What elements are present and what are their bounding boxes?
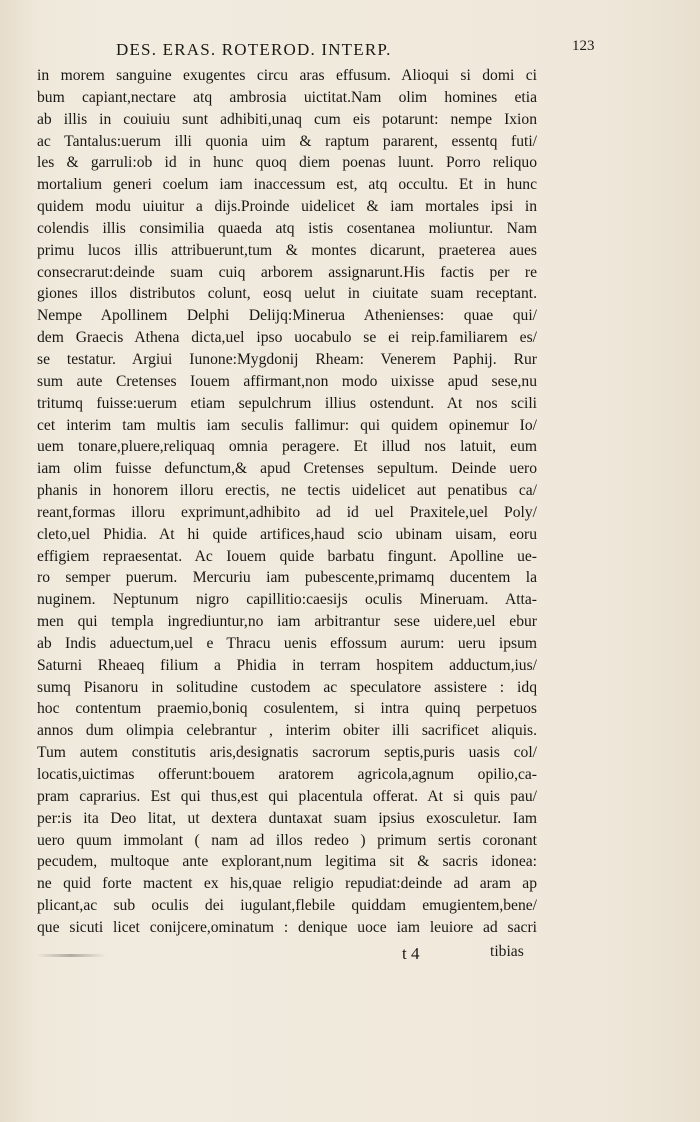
running-head: DES. ERAS. ROTEROD. INTERP. bbox=[116, 40, 392, 59]
text-line: locatis,uictimas offerunt:bouem aratorem agricola,agnum opilio,ca- bbox=[37, 766, 537, 783]
text-line: per:is ita Deo litat, ut dextera duntaxat suam ipsius exosculetur. Iam bbox=[37, 809, 537, 827]
text-line: colendis illis consimilia quaeda atq istis cosentanea moliuntur. Nam bbox=[37, 219, 537, 237]
text-line: reant,formas illoru exprimunt,adhibito ad id uel Praxitele,uel Poly/ bbox=[37, 503, 537, 521]
text-line: pecudem, multoque ante explorant,num legitima sit & sacris idonea: bbox=[37, 853, 537, 871]
body-text bbox=[37, 65, 537, 939]
text-line: cet interim tam multis iam seculis fallimur: qui quidem opinemur Io/ bbox=[37, 416, 537, 434]
text-line: uero quum immolant ( nam ad illos redeo ) primum sertis coronant bbox=[37, 831, 537, 849]
text-line: sum aute Cretenses Iouem affirmant,non modo uixisse apud sese,nu bbox=[37, 372, 537, 390]
text-line: primu lucos illis attribuerunt,tum & montes dicarunt, praeterea aues bbox=[37, 241, 537, 259]
text-line: uem tonare,pluere,reliquaq omnia peragere. Et illud nos latuit, eum bbox=[37, 438, 537, 456]
text-line: iam olim fuisse defunctum,& apud Cretenses sepultum. Deinde uero bbox=[37, 460, 537, 478]
text-line: effigiem repraesentat. Ac Iouem quide barbatu fingunt. Apolline ue- bbox=[37, 547, 537, 565]
text-line: consecrarut:deinde suam cuiq arborem assignarunt.His factis per re bbox=[37, 263, 537, 281]
text-line: tritumq fuisse:uerum etiam sepulchrum illius ostendunt. At nos scili bbox=[37, 394, 537, 412]
text-line: plicant,ac sub oculis dei iugulant,flebile quiddam emugientem,bene/ bbox=[37, 897, 537, 915]
text-line: annos dum olimpia celebrantur , interim obiter illi sacrificet aliquis. bbox=[37, 722, 537, 740]
text-line: ab Indis aduectum,uel e Thracu uenis effossum aurum: ueru ipsum bbox=[37, 634, 537, 652]
text-line: Tum autem constitutis aris,designatis sacrorum septis,puris uasis col/ bbox=[37, 744, 537, 762]
text-line: Saturni Rheaeq filium a Phidia in terram hospitem adductum,ius/ bbox=[37, 656, 537, 674]
text-line: giones illos distributos colunt, eosq uelut in ciuitate suam receptant. bbox=[37, 285, 537, 303]
text-line: quidem modu uiuitur a dijs.Proinde uidelicet & iam mortales ipsi in bbox=[37, 198, 537, 216]
text-line: dem Graecis Athena dicta,uel ipso uocabulo se ei reip.familiarem es/ bbox=[37, 329, 537, 347]
text-line: que sicuti licet conijcere,ominatum : denique uoce iam leuiore ad sacri bbox=[37, 918, 537, 936]
text-line: cleto,uel Phidia. At hi quide artifices,haud scio ubinam uisam, eoru bbox=[37, 525, 537, 543]
text-line: mortalium generi coelum iam inaccessum est, atq occultu. Et in hunc bbox=[37, 176, 537, 194]
text-line: ab illis in couiuiu sunt adhibiti,unaq cum eis potarunt: nempe Ixion bbox=[37, 110, 537, 128]
text-line: ac Tantalus:uerum illi quonia uim & raptum pararent, essentq futi/ bbox=[37, 132, 537, 150]
text-line: pram caprarius. Est qui thus,est qui placentula offerat. At si quis pau/ bbox=[37, 787, 537, 805]
catchword: tibias bbox=[490, 943, 524, 960]
folio-number: 123 bbox=[572, 38, 595, 54]
text-line: se testatur. Argiui Iunone:Mygdonij Rheam: Venerem Paphij. Rur bbox=[37, 350, 537, 368]
text-line: men qui templa ingrediuntur,no iam arbitrantur sese uidere,uel ebur bbox=[37, 613, 537, 631]
text-line: bum capiant,nectare atq ambrosia uictitat.Nam olim homines etia bbox=[37, 88, 537, 106]
text-line: ro semper puerum. Mercuriu iam pubescente,primamq ducentem la bbox=[37, 569, 537, 587]
text-line: les & garruli:ob id in hunc quoq diem poenas luunt. Porro reliquo bbox=[37, 154, 537, 172]
text-line: Nempe Apollinem Delphi Delijq:Minerua Athenienses: quae qui/ bbox=[37, 307, 537, 325]
text-line: hoc contentum praemio,boniq cosulentem, si intra quinq perpetuos bbox=[37, 700, 537, 718]
text-line: ne quid forte mactent ex his,quae religio repudiat:deinde ad aram ap bbox=[37, 875, 537, 893]
text-line: phanis in honorem illoru erectis, ne tectis uidelicet aut penatibus ca/ bbox=[37, 482, 537, 500]
footer-smudge bbox=[36, 954, 106, 957]
text-line: nuginem. Neptunum nigro capillitio:caesijs oculis Mineruam. Atta- bbox=[37, 591, 537, 609]
text-line: in morem sanguine exugentes circu aras effusum. Alioqui si domi ci bbox=[37, 67, 537, 84]
signature-mark: t 4 bbox=[402, 944, 420, 963]
text-line: sumq Pisanoru in solitudine custodem ac speculatore assistere : idq bbox=[37, 678, 537, 696]
